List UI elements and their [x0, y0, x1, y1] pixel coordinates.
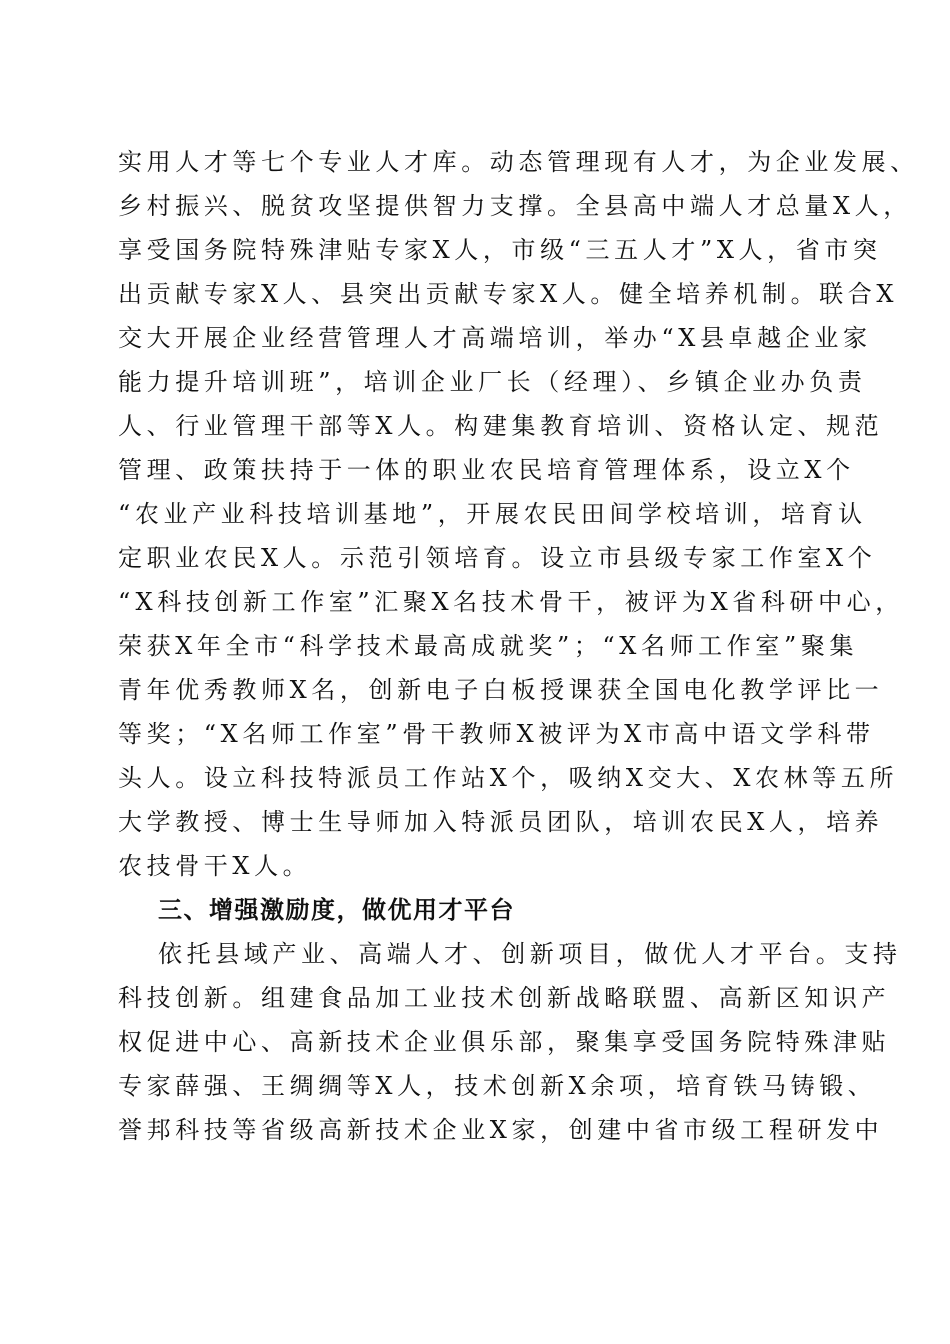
text-line: 管理、政策扶持于一体的职业农民培育管理体系，设立X个 [118, 456, 855, 484]
text-line: 能力提升培训班”，培训企业厂长（经理）、乡镇企业办负责 [118, 368, 867, 396]
text-line: 享受国务院特殊津贴专家X人，市级“三五人才”X人，省市突 [118, 236, 882, 264]
section-heading: 三、增强激励度，做优用才平台 [158, 896, 515, 924]
text-line: 交大开展企业经营管理人才高端培训，举办“X县卓越企业家 [118, 324, 872, 352]
text-line: “农业产业科技培训基地”，开展农民田间学校培训，培育认 [118, 500, 867, 528]
document-body [118, 140, 919, 1152]
text-line: 头人。设立科技特派员工作站X个，吸纳X交大、X农林等五所 [118, 764, 899, 792]
text-line: 青年优秀教师X名，创新电子白板授课获全国电化教学评比一 [118, 676, 884, 704]
text-line: 依托县域产业、高端人才、创新项目，做优人才平台。支持 [158, 940, 902, 968]
text-line: 专家薛强、王绸绸等X人，技术创新X余项，培育铁马铸锻、 [118, 1072, 877, 1100]
text-line: 大学教授、博士生导师加入特派员团队，培训农民X人，培养 [118, 808, 884, 836]
text-line: 科技创新。组建食品加工业技术创新战略联盟、高新区知识产 [118, 984, 891, 1012]
paragraph-1 [118, 140, 919, 888]
text-line: 权促进中心、高新技术企业俱乐部，聚集享受国务院特殊津贴 [118, 1028, 891, 1056]
text-line: 人、行业管理干部等X人。构建集教育培训、资格认定、规范 [118, 412, 884, 440]
text-line: 荣获X年全市“科学技术最高成就奖”；“X名师工作室”聚集 [118, 632, 859, 660]
text-line: “X科技创新工作室”汇聚X名技术骨干，被评为X省科研中心， [118, 588, 904, 616]
text-line: 定职业农民X人。示范引领培育。设立市县级专家工作室X个 [118, 544, 877, 572]
text-line: 出贡献专家X人、县突出贡献专家X人。健全培养机制。联合X [118, 280, 899, 308]
text-line: 实用人才等七个专业人才库。动态管理现有人才，为企业发展、 [118, 148, 919, 176]
text-line: 乡村振兴、脱贫攻坚提供智力支撑。全县高中端人才总量X人， [118, 192, 912, 220]
paragraph-2 [118, 932, 902, 1152]
text-line: 等奖；“X名师工作室”骨干教师X被评为X市高中语文学科带 [118, 720, 875, 748]
text-line: 农技骨干X人。 [118, 852, 312, 880]
text-line: 誉邦科技等省级高新技术企业X家，创建中省市级工程研发中 [118, 1116, 884, 1144]
